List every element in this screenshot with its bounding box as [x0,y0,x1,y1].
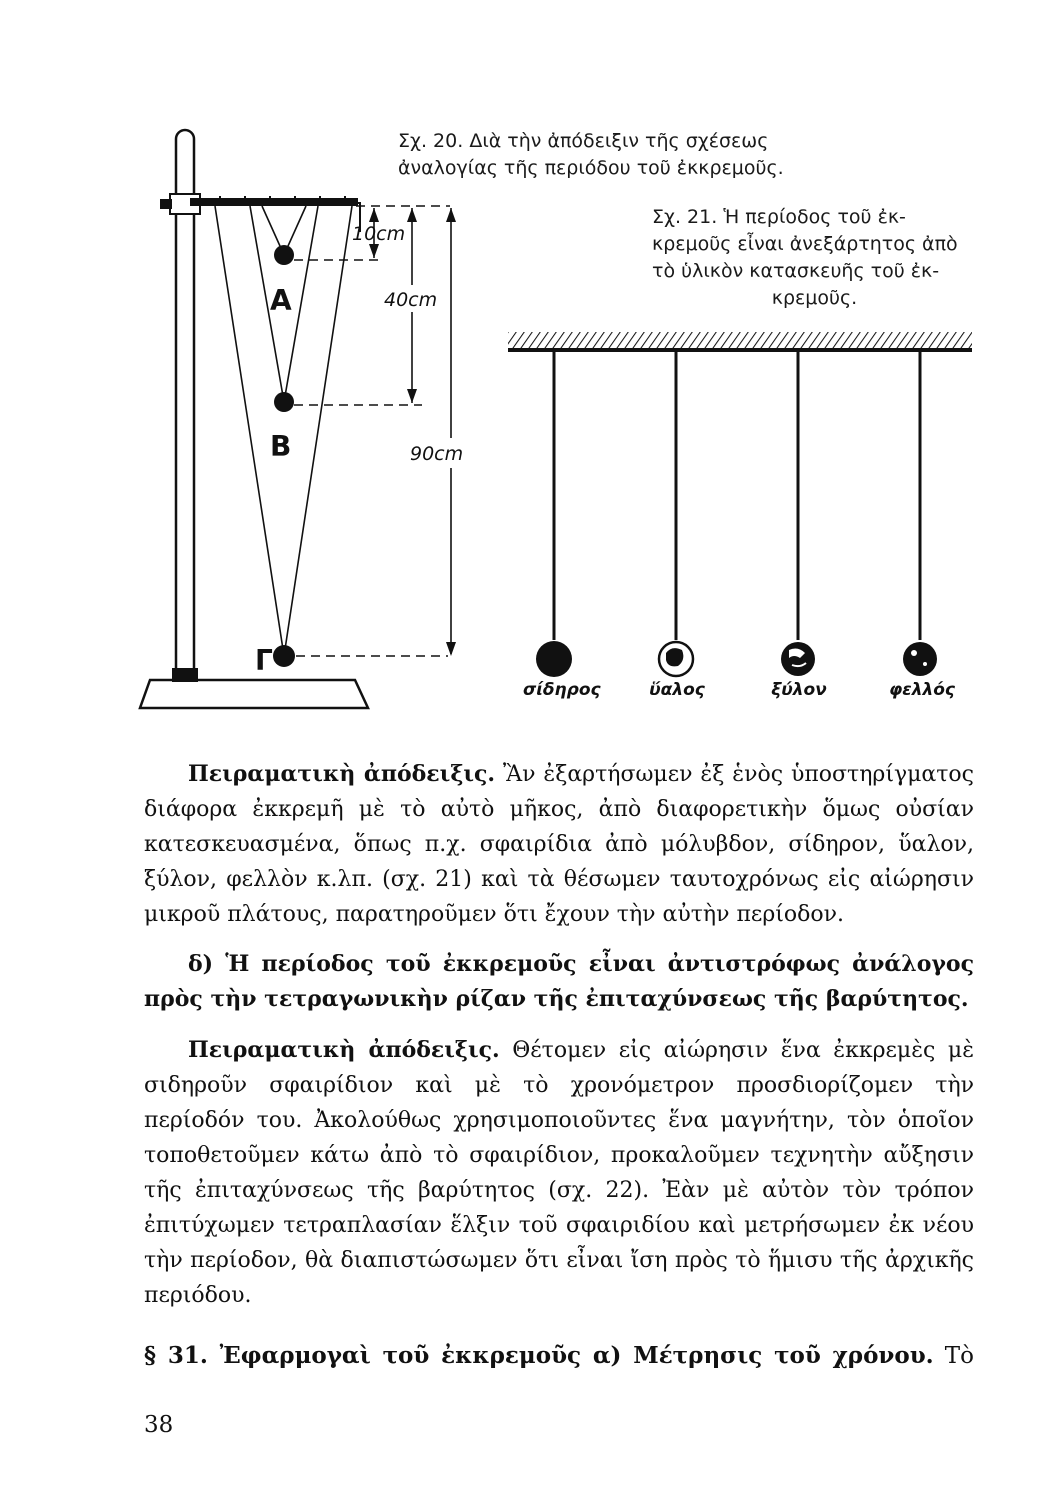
bob-c-ball [273,645,295,667]
bob-a-ball [274,245,294,265]
paragraph-3-text: Θέτομεν εἰς αἰώρησιν ἕνα ἐκκρεμὲς μὲ σιδηροῦν σφαιρίδιον καὶ μὲ τὸ χρονόμετρον προσδιορίζομεν τὴν περίοδόν του. Ἀκολούθως χρησιμοποιοῦντες ἕνα μαγνήτην, τὸν ὁποῖον τοποθετοῦμεν κάτω ἀπὸ τὸ σφαιρίδιον, προκαλοῦμεν τεχνητὴν αὔξησιν τῆς ἐπιταχύνσεως τῆς βαρύτητος (σχ. 22). Ἐὰν μὲ αὐτὸν τὸν τρόπον ἐπιτύχωμεν τετραπλασίαν ἕλξιν τοῦ σφαιριδίου καὶ μετρήσωμεν ἐκ νέου τὴν περίοδον, θὰ διαπιστώσωμεν ὅτι εἶναι ἴση πρὸς τὸ ἥμισυ τῆς ἀρχικῆς περιόδου. [144,1038,974,1308]
material-label-cork: φελλός [888,680,956,700]
stand-base [140,680,368,708]
figure-21-caption-line-4: κρεμοῦς. [771,287,858,309]
bob-b-label: Β [270,430,292,463]
paragraph-1-heading: Πειραματικὴ ἀπόδειξις. [188,761,496,787]
paragraph-3-heading: Πειραματικὴ ἀπόδειξις. [188,1037,500,1063]
support-bar [190,198,358,206]
label-40cm: 40cm [384,289,438,311]
bob-wood [781,642,815,676]
clamp-screw [160,199,172,209]
paragraph-experimental-proof-2 [144,1033,974,1313]
paragraph-law-statement: δ) Ἡ περίοδος τοῦ ἐκκρεμοῦς εἶναι ἀντιστρόφως ἀνάλογος πρὸς τὴν τετραγωνικὴν ρίζαν τῆς ἐπιταχύνσεως τῆς βαρύτητος. [144,951,974,1012]
section-31-heading [144,1338,974,1374]
figure-21-caption-line-3: τὸ ὑλικὸν κατασκευῆς τοῦ ἐκ- [652,260,940,282]
material-label-wood: ξύλον [771,680,827,700]
label-10cm: 10cm [352,223,406,245]
figure-21-caption-line-1: Σχ. 21. Ἡ περίοδος τοῦ ἐκ- [652,206,906,228]
figure-21-caption [652,204,977,312]
material-label-glass: ὕαλος [649,680,705,700]
label-90cm: 90cm [410,443,464,465]
bob-b-ball [274,392,294,412]
paragraph-experimental-proof-1 [144,757,974,932]
section-31-tail: Τὸ [933,1343,974,1369]
section-31-title: Ἐφαρμογαὶ τοῦ ἐκκρεμοῦς α) Μέτρησις τοῦ χρόνου. [207,1342,934,1369]
paragraph-1-text: Ἂν ἐξαρτήσωμεν ἐξ ἑνὸς ὑποστηρίγματος διάφορα ἐκκρεμῆ μὲ τὸ αὐτὸ μῆκος, ἀπὸ διαφορετικὴν ὅμως οὐσίαν κατεσκευασμένα, ὅπως π.χ. σφαιρίδια ἀπὸ μόλυβδον, σίδηρον, ὕαλον, ξύλον, φελλὸν κ.λπ. (σχ. 21) καὶ τὰ θέσωμεν ταυτοχρόνως εἰς αἰώρησιν μικροῦ πλάτους, παρατηροῦμεν ὅτι ἔχουν τὴν αὐτὴν περίοδον. [144,762,974,927]
bob-a-label: Α [270,284,292,317]
bob-glass [659,642,693,676]
figure-21-caption-line-2: κρεμοῦς εἶναι ἀνεξάρτητος ἀπὸ [652,233,958,255]
figure-20-caption-line-1: Σχ. 20. Διὰ τὴν ἀπόδειξιν τῆς σχέσεως [398,130,769,152]
bob-iron [536,641,572,677]
figure-20-caption-line-2: ἀναλογίας τῆς περιόδου τοῦ ἐκκρεμοῦς. [398,157,784,179]
base-foot [172,668,198,682]
bob-c-label: Γ [255,644,273,677]
material-label-iron: σίδηρος [523,680,601,700]
figure-21-drawing [500,320,980,700]
section-31-number: § 31. [144,1342,208,1369]
ceiling-line [508,348,972,352]
page-number: 38 [144,1412,174,1438]
figure-20-drawing [0,0,520,720]
ceiling-hatch [508,332,972,348]
bob-cork [903,642,937,676]
